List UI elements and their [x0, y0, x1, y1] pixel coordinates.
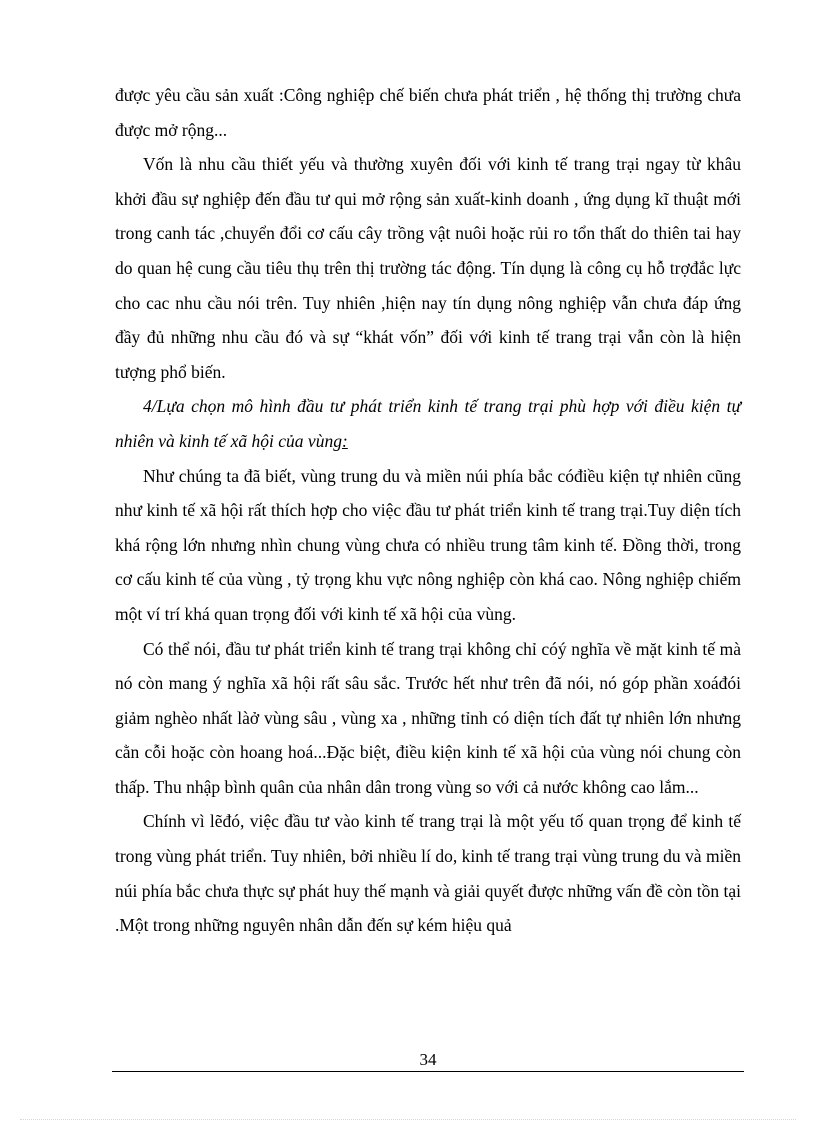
page-number: 34: [419, 1050, 437, 1069]
section-heading-text: 4/Lựa chọn mô hình đầu tư phát triển kinh tế trang trại phù hợp với điều kiện tự nhiên và kinh tế xã hội của vùng: [115, 396, 741, 451]
page-bottom-border: [20, 1119, 796, 1120]
paragraph-investment-importance: Chính vì lẽđó, việc đầu tư vào kinh tế trang trại là một yếu tố quan trọng để kinh tế trong vùng phát triển. Tuy nhiên, bởi nhiều lí do, kinh tế trang trại vùng trung du và miền núi phía bắc chưa thực sự phát huy thế mạnh và giải quyết được những vấn đề còn tồn tại .Một trong những nguyên nhân dẫn đến sự kém hiệu quả: [115, 811, 741, 936]
paragraph-capital-needs: Vốn là nhu cầu thiết yếu và thường xuyên đối với kinh tế trang trại ngay từ khâu khởi đầu sự nghiệp đến đầu tư qui mở rộng sản xuất-kinh doanh , ứng dụng kĩ thuật mới trong canh tác ,chuyển đổi cơ cấu cây trồng vật nuôi hoặc rủi ro tổn thất do thiên tai hay do quan hệ cung cầu tiêu thụ trên thị trường tác động. Tín dụng là công cụ hỗ trợđắc lực cho cac nhu cầu nói trên. Tuy nhiên ,hiện nay tín dụng nông nghiệp vẫn chưa đáp ứng đầy đủ những nhu cầu đó và sự “khát vốn” đối với kinh tế trang trại vẫn còn là hiện tượng phổ biến.: [115, 154, 741, 382]
section-heading-colon: :: [341, 430, 348, 451]
paragraph-regional-conditions: Như chúng ta đã biết, vùng trung du và miền núi phía bắc cóđiều kiện tự nhiên cũng như kinh tế xã hội rất thích hợp cho việc đầu tư phát triển kinh tế trang trại.Tuy diện tích khá rộng lớn nhưng nhìn chung vùng chưa có nhiều trung tâm kinh tế. Đồng thời, trong cơ cấu kinh tế của vùng , tỷ trọng khu vực nông nghiệp còn khá cao. Nông nghiệp chiếm một ví trí khá quan trọng đối với kinh tế xã hội của vùng.: [115, 465, 741, 624]
section-heading: [115, 389, 741, 458]
paragraph-continuation: được yêu cầu sản xuất :Công nghiệp chế biến chưa phát triển , hệ thống thị trường chưa được mở rộng...: [115, 85, 741, 140]
document-body: [115, 78, 741, 943]
footer-rule: [112, 1071, 744, 1072]
paragraph-social-significance: Có thể nói, đầu tư phát triển kinh tế trang trại không chỉ cóý nghĩa về mặt kinh tế mà nó còn mang ý nghĩa xã hội rất sâu sắc. Trước hết như trên đã nói, nó góp phần xoáđói giảm nghèo nhất làở vùng sâu , vùng xa , những tỉnh có diện tích đất tự nhiên lớn nhưng cằn cỗi hoặc còn hoang hoá...Đặc biệt, điều kiện kinh tế xã hội của vùng nói chung còn thấp. Thu nhập bình quân của nhân dân trong vùng so với cả nước không cao lắm...: [115, 638, 741, 797]
